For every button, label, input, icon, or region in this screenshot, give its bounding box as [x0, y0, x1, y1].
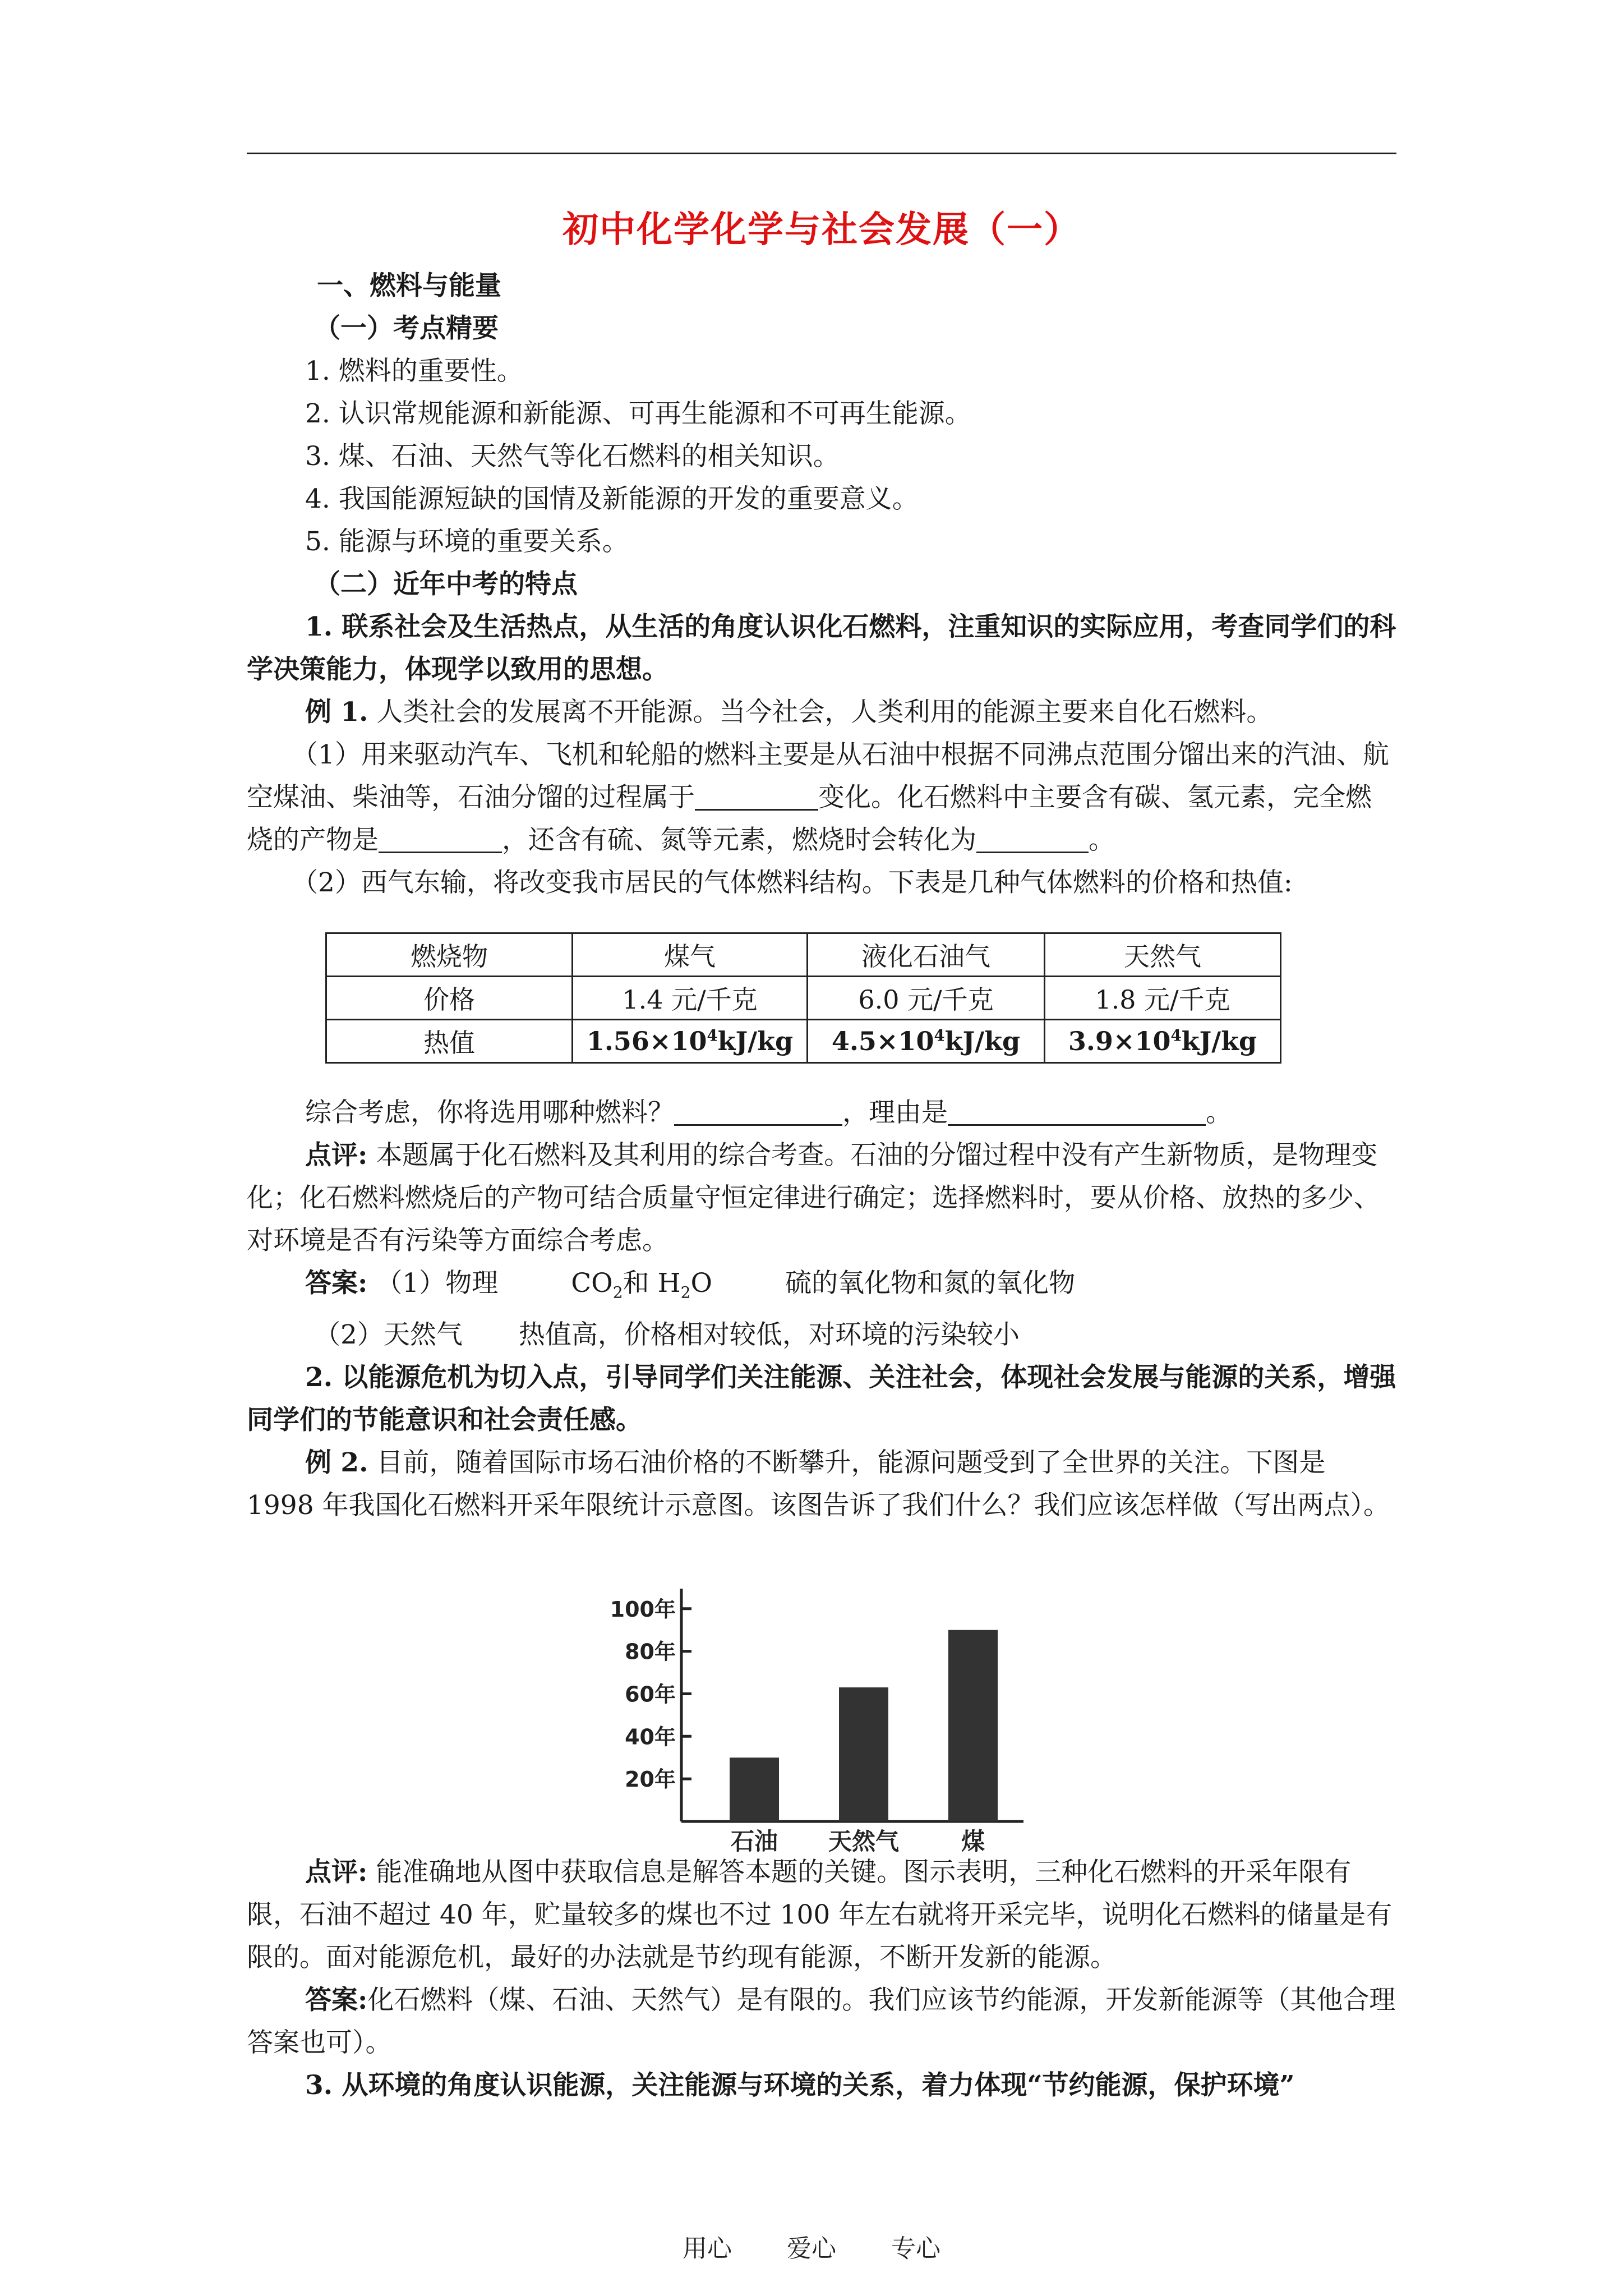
x-category-label: 石油 — [730, 1828, 778, 1856]
feature-heading: 1. 联系社会及生活热点，从生活的角度认识化石燃料，注重知识的实际应用，考查同学们的科学决策能力，体现学以致用的思想。 — [247, 611, 1396, 685]
example-2: 例 2. 目前，随着国际市场石油价格的不断攀升，能源问题受到了全世界的关注。下图是 1998 年我国化石燃料开采年限统计示意图。该图告诉了我们什么？我们应该怎样做（写出两点）。 — [247, 1447, 1390, 1521]
feature-heading: 2. 以能源危机为切入点，引导同学们关注能源、关注社会，体现社会发展与能源的关系，增强同学们的节能意识和社会责任感。 — [247, 1362, 1396, 1436]
table-cell: 1.4 元/千克 — [573, 977, 808, 1020]
table-header: 燃烧物 — [326, 933, 573, 977]
table-row — [326, 933, 1281, 977]
header-rule — [247, 153, 1396, 154]
answer-label: 答案: — [305, 1985, 368, 2016]
y-tick-label: 100年 — [610, 1597, 676, 1622]
y-tick-label: 60年 — [625, 1682, 676, 1707]
bar — [839, 1687, 888, 1821]
table-cell: 6.0 元/千克 — [808, 977, 1045, 1020]
fuel-table — [325, 932, 1281, 1064]
table-row — [326, 1020, 1281, 1063]
table-cell: $1.56\times 10^4kJ/kg$ — [573, 1020, 808, 1063]
example-1-question-2: （2）西气东输，将改变我市居民的气体燃料结构。下表是几种气体燃料的价格和热值: — [292, 867, 1293, 898]
feature-heading: 3. 从环境的角度认识能源，关注能源与环境的关系，着力体现“节约能源，保护环境” — [305, 2070, 1295, 2101]
table-header: 液化石油气 — [808, 933, 1045, 977]
example-label: 例 2. — [305, 1447, 368, 1479]
answer-label: 答案: — [305, 1268, 368, 1299]
comment-2: 点评: 能准确地从图中获取信息是解答本题的关键。图示表明，三种化石燃料的开采年限有限，石油不超过 40 年，贮量较多的煤也不过 100 年左右就将开采完毕，说明化石燃料的储量是有限的。面对能源危机，最好的办法就是节约现有能源，不断开发新的能源。 — [247, 1857, 1393, 1973]
point-item: 5. 能源与环境的重要关系。 — [305, 526, 629, 557]
bar — [730, 1758, 779, 1822]
point-item: 2. 认识常规能源和新能源、可再生能源和不可再生能源。 — [305, 398, 971, 429]
example-label: 例 1. — [305, 697, 368, 728]
section-heading: 一、燃料与能量 — [317, 270, 501, 301]
document-body — [247, 168, 1396, 2107]
answer-2: 答案:化石燃料（煤、石油、天然气）是有限的。我们应该节约能源，开发新能源等（其他合理答案也可）。 — [247, 1985, 1396, 2059]
point-item: 3. 煤、石油、天然气等化石燃料的相关知识。 — [305, 441, 840, 472]
table-header: 煤气 — [573, 933, 808, 977]
table-header: 天然气 — [1045, 933, 1281, 977]
answer-blank[interactable] — [948, 1098, 1206, 1126]
answer-blank[interactable] — [379, 826, 502, 853]
y-tick-label: 20年 — [625, 1767, 676, 1792]
table-cell: 1.8 元/千克 — [1045, 977, 1281, 1020]
point-item: 1. 燃料的重要性。 — [305, 356, 523, 386]
page-title: 初中化学化学与社会发展（一） — [562, 209, 1081, 251]
y-tick-label: 40年 — [625, 1724, 676, 1750]
example-1-question-1: （1）用来驱动汽车、飞机和轮船的燃料主要是从石油中根据不同沸点范围分馏出来的汽油、航空煤油、柴油等，石油分馏的过程属于 变化。化石燃料中主要含有碳、氢元素，完全燃烧的产物是 ，还含有硫、氮等元素，燃烧时会转化为 。 — [247, 739, 1389, 855]
table-cell: 价格 — [326, 977, 573, 1020]
answer-blank[interactable] — [674, 1098, 842, 1126]
page-footer — [0, 2228, 1623, 2264]
y-tick-label: 80年 — [625, 1640, 676, 1665]
footer-text: 爱心 — [787, 2234, 836, 2263]
subsection-heading: （一）考点精要 — [314, 313, 499, 344]
answer-blank[interactable] — [976, 826, 1089, 853]
example-1 — [247, 691, 1396, 734]
comment-1: 点评: 本题属于化石燃料及其利用的综合考查。石油的分馏过程中没有产生新物质，是物理变化；化石燃料燃烧后的产物可结合质量守恒定律进行确定；选择燃料时，要从价格、放热的多少、对环境是否有污染等方面综合考虑。 — [247, 1140, 1380, 1256]
table-cell: 热值 — [326, 1020, 573, 1063]
bar-chart — [247, 1538, 1396, 1856]
example-1-choose: 综合考虑，你将选用哪种燃料？ ，理由是 。 — [305, 1097, 1232, 1128]
example-text: 人类社会的发展离不开能源。当今社会，人类利用的能源主要来自化石燃料。 — [368, 697, 1273, 728]
table-cell: $3.9\times 10^4kJ/kg$ — [1045, 1020, 1281, 1063]
table-cell: $4.5\times 10^4kJ/kg$ — [808, 1020, 1045, 1063]
x-category-label: 天然气 — [828, 1828, 900, 1856]
comment-label: 点评: — [305, 1857, 368, 1888]
point-item: 4. 我国能源短缺的国情及新能源的开发的重要意义。 — [305, 484, 919, 514]
footer-text: 用心 — [683, 2234, 732, 2263]
answer-blank[interactable] — [695, 783, 818, 811]
subsection-heading: （二）近年中考的特点 — [314, 569, 578, 600]
table-row — [326, 977, 1281, 1020]
mining-years-chart — [247, 1538, 1396, 1856]
bar — [948, 1630, 998, 1821]
answer-1-part-2: （2）天然气 热值高，价格相对较低，对环境的污染较小 — [314, 1319, 1020, 1351]
footer-text: 专心 — [891, 2234, 940, 2263]
x-category-label: 煤 — [961, 1828, 985, 1856]
comment-label: 点评: — [305, 1140, 368, 1171]
answer-1: 答案: （1）物理 $CO_2$和 $H_2O$ 硫的氧化物和氮的氧化物 — [305, 1268, 1076, 1302]
